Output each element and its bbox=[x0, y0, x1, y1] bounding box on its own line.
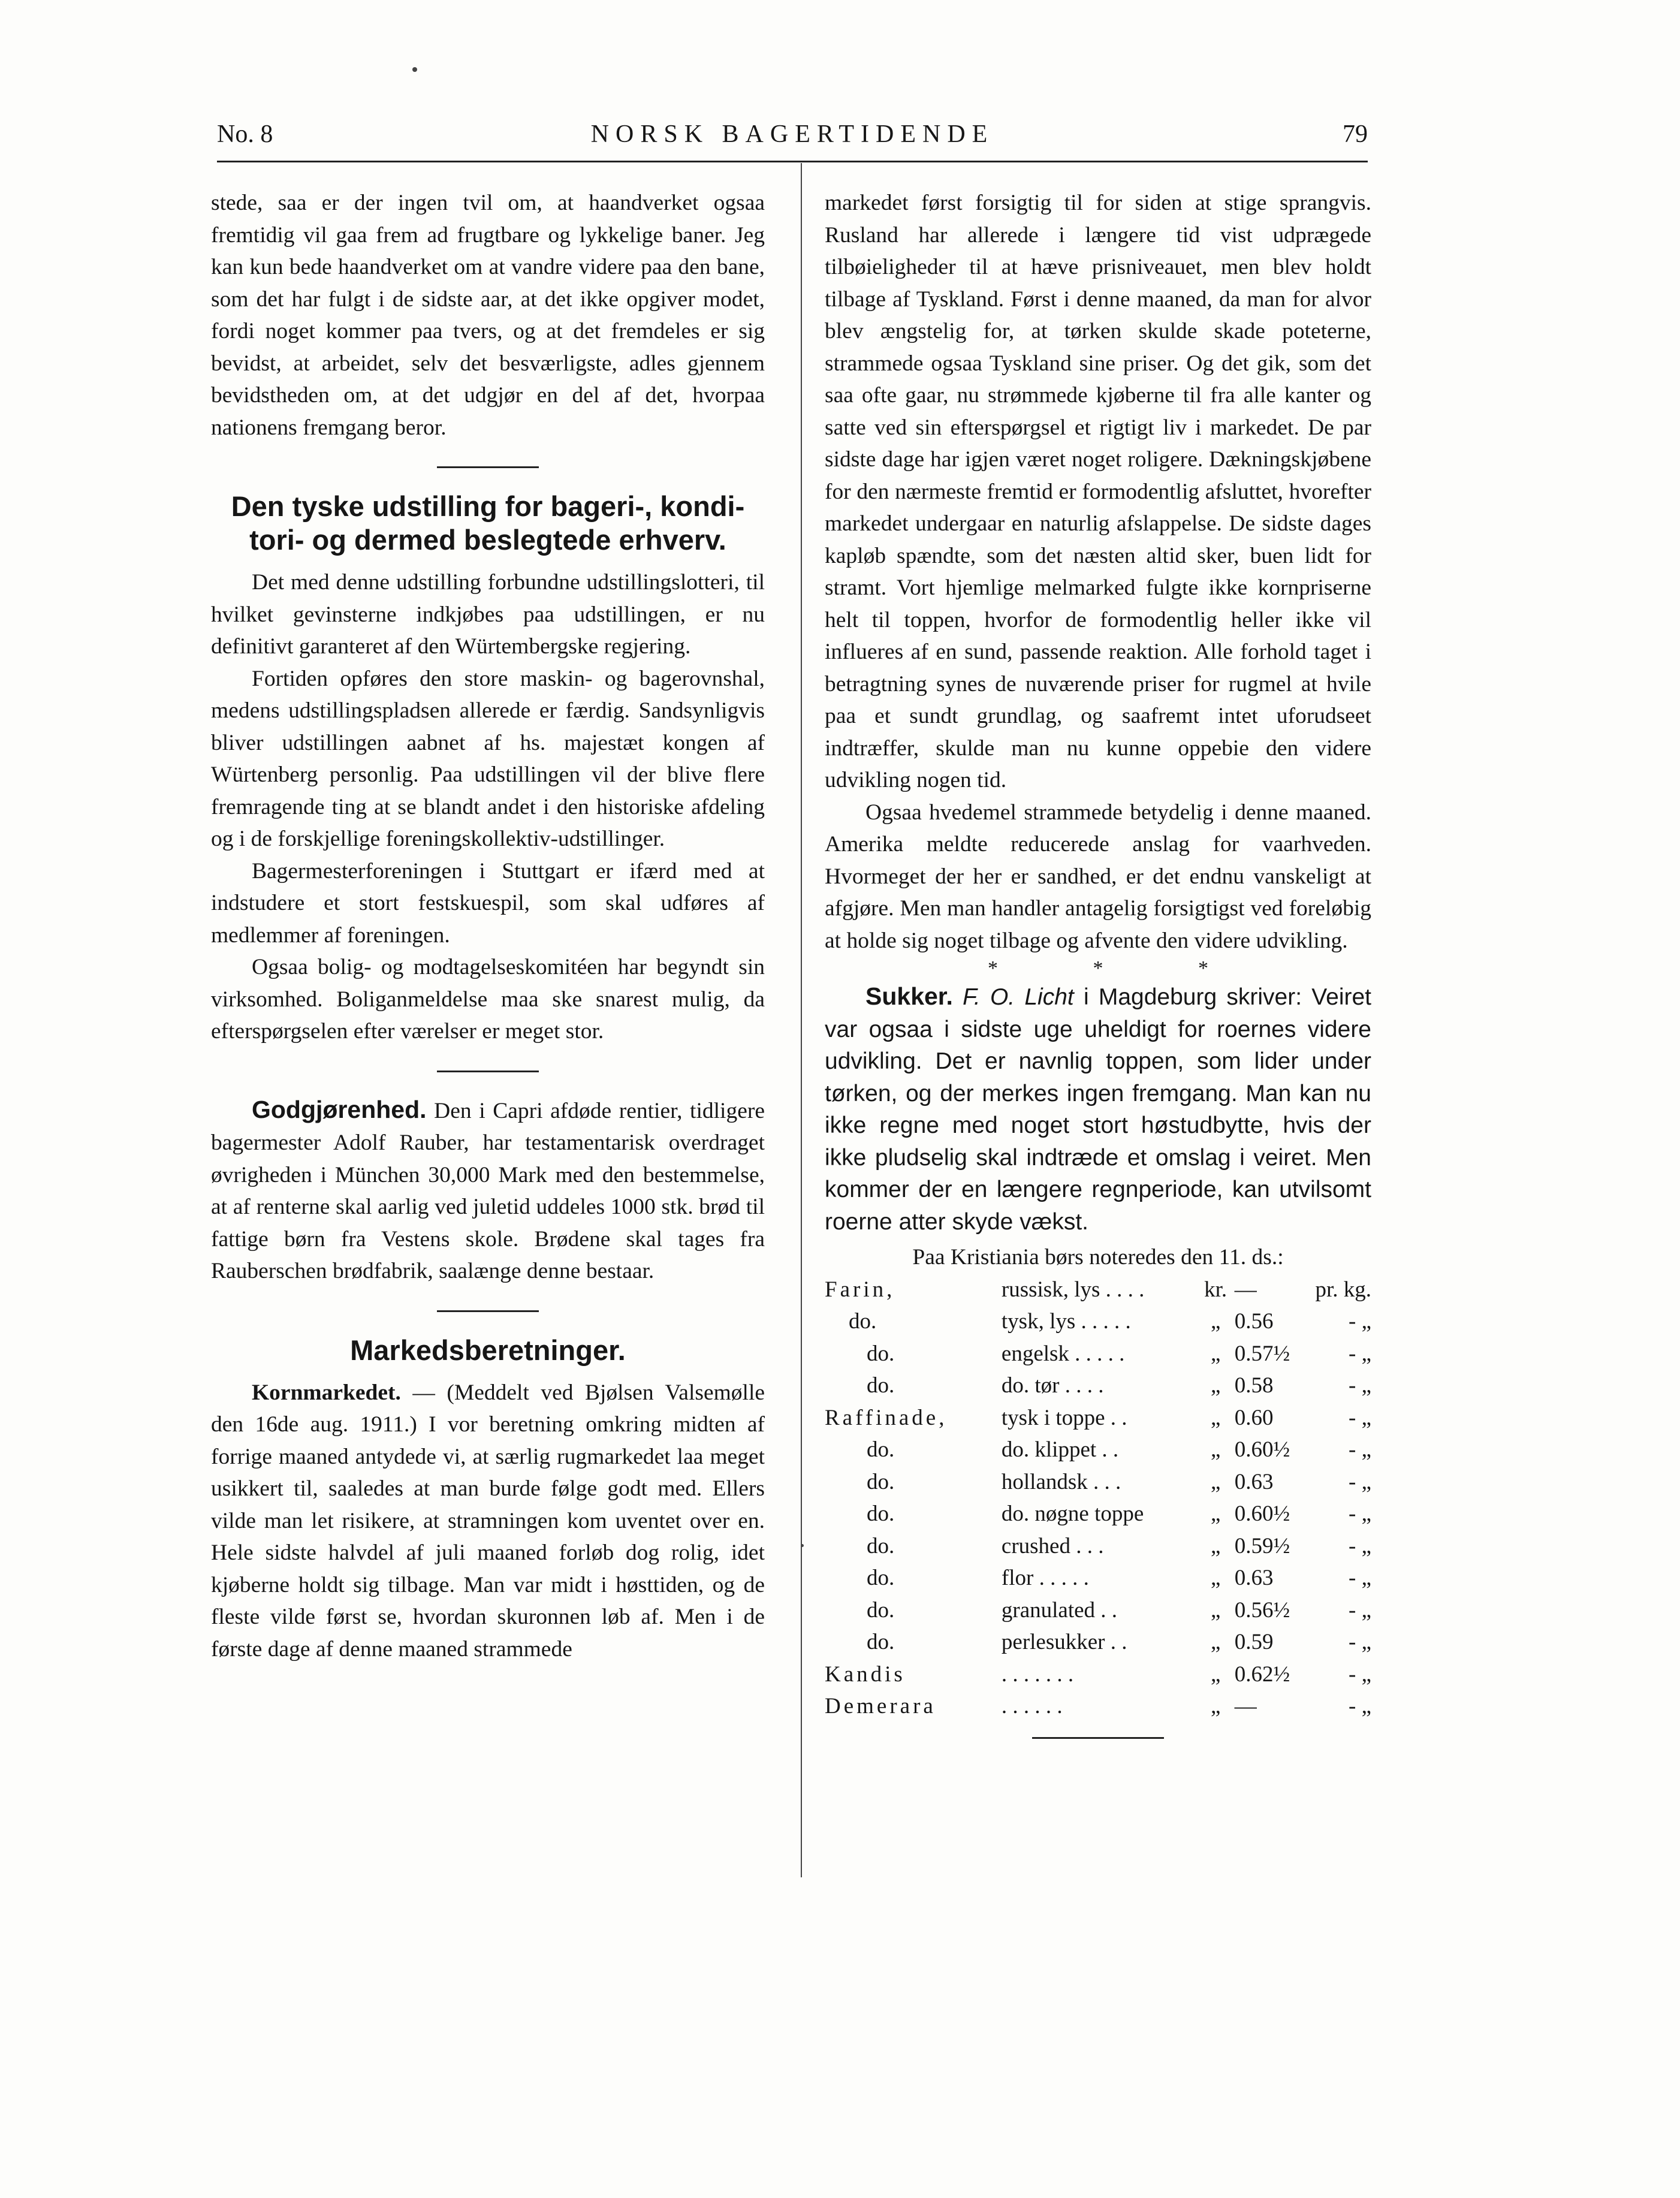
grain-market-paragraph bbox=[211, 1377, 765, 1666]
section-divider bbox=[437, 1071, 539, 1072]
asterism: * * * bbox=[988, 957, 1208, 979]
product-name: do. bbox=[867, 1469, 895, 1494]
price-unit: - „ bbox=[1349, 1469, 1371, 1494]
header-rule bbox=[217, 161, 1368, 162]
intro-paragraph: stede, saa er der ingen tvil om, at haandverket ogsaa fremtidig vil gaa frem ad frugtbare og lykkelige baner. Jeg kan kun bede haandverket om at vandre videre paa den bane, som det har fulgt i de sidste aar, at det ikke opgiver modet, fordi noget kommer paa tvers, og at det fremdeles er sig bevidst, at arbeidet, selv det besværligste, adles gjennem bevidstheden om, at det udgjør en del af det, hvorpaa nationens fremgang beror. bbox=[211, 191, 765, 440]
exhibition-paragraph: Det med denne udstilling forbundne udstillingslotteri, til hvilket gevinsterne indkjøbes paa udstillingen, er nu definitivt garanteret af den Würtembergske regjering. bbox=[211, 570, 765, 659]
price-unit: - „ bbox=[1349, 1630, 1371, 1654]
charity-paragraph bbox=[211, 1094, 765, 1288]
table-row bbox=[825, 1274, 1371, 1306]
exhibition-paragraph: Ogsaa bolig- og modtagelseskomitéen har begyndt sin virksomhed. Boliganmeldelse maa ske snarest mulig, da efterspørgselen efter værelser er meget stor. bbox=[211, 955, 765, 1044]
price-value: 0.59½ bbox=[1234, 1533, 1290, 1558]
grain-market-text: — (Meddelt ved Bjølsen Valsemølle den 16de aug. 1911.) I vor beretning omkring midten af forrige maaned antydede vi, at særlig rugmarkedet laa meget usikkert til, saaledes at man burde følge godt med. Ellers vilde man let risikere, at stramningen kom uventet over en. Hele sidste halvdel af juli maaned forløb dog rolig, idet kjøberne holdt sig tilbage. Man var midt i høsttiden, og de fleste vilde først se, hvordan skuronnen løb af. Men i de første dage af denne maaned strammede bbox=[211, 1380, 765, 1662]
price-value: 0.62½ bbox=[1234, 1662, 1290, 1687]
market-continuation: markedet først forsigtig til for siden at stige sprangvis. Rusland har allerede i længere tid vist udprægede tilbøieligheder til at hæve prisniveauet, men blev holdt tilbage af Tyskland. Først i denne maaned, da man for alvor blev ængstelig for, at tørken skulde skade poteterne, strammede ogsaa Tyskland sine priser. Og det gik, som det saa ofte gaar, nu strømmede kjøberne til fra alle kanter og satte ved sin efterspørgsel et rigtigt liv i markedet. De par sidste dage har igjen været noget roligere. Dækningskjøbene for den nærmeste fremtid er formodentlig afsluttet, hvorefter markedet undergaar en naturlig afslappelse. De sidste dages kapløb spændte, som det næsten altid sker, buen lidt for stramt. Vort hjemlige melmarked fulgte ikke kornpriserne helt til toppen, hvorfor de formodentlig heller ikke vil influeres af en sund, passende reaktion. Alle forhold taget i betragtning synes de nuværende priser for rugmel at hvile paa et sundt grundlag, og saafremt intet uforudseet indtræffer, skulde man nu kunne oppebie den videre udvikling nogen tid. bbox=[825, 191, 1371, 792]
product-name: do. bbox=[867, 1566, 895, 1590]
price-unit: - „ bbox=[1349, 1437, 1371, 1462]
right-column bbox=[825, 187, 1371, 1739]
section-divider bbox=[437, 466, 539, 468]
currency: „ bbox=[1210, 1309, 1221, 1334]
currency: „ bbox=[1210, 1597, 1221, 1623]
exhibition-paragraph: Bagermesterforeningen i Stuttgart er ifærd med at indstudere et stort festskuespil, som skal udføres af medlemmer af foreningen. bbox=[211, 858, 765, 948]
price-value: 0.57½ bbox=[1234, 1341, 1290, 1366]
publication-title: NORSK BAGERTIDENDE bbox=[590, 120, 994, 148]
currency: „ bbox=[1210, 1341, 1221, 1366]
currency: „ bbox=[1210, 1469, 1221, 1494]
currency: „ bbox=[1210, 1405, 1221, 1430]
charity-text: Den i Capri afdøde rentier, tidligere bagermester Adolf Rauber, har testamentarisk overdraget øvrigheden i München 30,000 Mark med den bestemmelse, at af renterne skal aarlig ved juletid uddeles 1000 stk. brød til fattige børn fra Vestens skole. Brødene skal tages fra Rauberschen brødfabrik, saalænge denne bestaar. bbox=[211, 1098, 765, 1283]
product-name: Farin, bbox=[825, 1277, 895, 1302]
product-name: do. bbox=[867, 1533, 895, 1558]
product-name: do. bbox=[867, 1501, 895, 1526]
product-desc: . . . . . . bbox=[1001, 1694, 1063, 1718]
currency: „ bbox=[1210, 1501, 1221, 1526]
currency: kr. bbox=[1204, 1277, 1227, 1302]
price-unit: - „ bbox=[1349, 1694, 1371, 1718]
table-row bbox=[825, 1305, 1371, 1338]
sugar-heading: Sukker. bbox=[865, 982, 953, 1010]
product-desc: granulated . . bbox=[1001, 1597, 1118, 1623]
exhibition-paragraph: Fortiden opføres den store maskin- og bagerovnshal, medens udstillingspladsen allerede er færdig. Sandsynligvis bliver udstillingen aabnet af hs. majestæt kongen af Würtenberg personlig. Paa udstillingen vil der blive flere fremragende ting at se blandt andet i den historiske afdeling og i de forskjellige foreningskollektiv-udstillinger. bbox=[211, 666, 765, 851]
product-desc: tysk i toppe . . bbox=[1001, 1405, 1127, 1430]
product-name: do. bbox=[849, 1309, 877, 1334]
sugar-author: F. O. Licht bbox=[963, 984, 1074, 1010]
left-column bbox=[211, 187, 765, 1665]
currency: „ bbox=[1210, 1694, 1221, 1718]
price-value: — bbox=[1234, 1277, 1257, 1302]
product-desc: russisk, lys . . . . bbox=[1001, 1277, 1145, 1302]
product-name: do. bbox=[867, 1630, 895, 1654]
product-name: do. bbox=[867, 1373, 895, 1398]
price-value: 0.59 bbox=[1234, 1630, 1274, 1654]
price-unit: - „ bbox=[1349, 1309, 1371, 1334]
grain-market-heading: Kornmarkedet. bbox=[252, 1380, 401, 1405]
product-desc: tysk, lys . . . . . bbox=[1001, 1309, 1131, 1334]
product-desc: hollandsk . . . bbox=[1001, 1469, 1121, 1494]
table-row bbox=[825, 1690, 1371, 1723]
table-row bbox=[825, 1466, 1371, 1499]
price-unit: - „ bbox=[1349, 1662, 1371, 1687]
price-value: 0.58 bbox=[1234, 1373, 1274, 1398]
currency: „ bbox=[1210, 1533, 1221, 1558]
price-table-intro: Paa Kristiania børs noteredes den 11. ds.: bbox=[912, 1245, 1284, 1270]
table-row bbox=[825, 1402, 1371, 1434]
price-value: 0.63 bbox=[1234, 1566, 1274, 1590]
price-value: 0.56 bbox=[1234, 1309, 1274, 1334]
table-row bbox=[825, 1626, 1371, 1659]
currency: „ bbox=[1210, 1373, 1221, 1398]
scan-speck bbox=[412, 67, 417, 72]
product-desc: do. tør . . . . bbox=[1001, 1373, 1104, 1398]
product-desc: do. klippet . . bbox=[1001, 1437, 1119, 1462]
product-name: do. bbox=[867, 1437, 895, 1462]
price-value: 0.60 bbox=[1234, 1405, 1274, 1430]
sugar-paragraph bbox=[825, 981, 1371, 1238]
product-name: do. bbox=[867, 1341, 895, 1366]
currency: „ bbox=[1210, 1630, 1221, 1654]
charity-heading: Godgjørenhed. bbox=[252, 1095, 427, 1123]
section-divider bbox=[437, 1310, 539, 1312]
price-unit: - „ bbox=[1349, 1566, 1371, 1590]
price-unit: - „ bbox=[1349, 1341, 1371, 1366]
table-row bbox=[825, 1498, 1371, 1530]
product-desc: flor . . . . . bbox=[1001, 1566, 1089, 1590]
price-value: — bbox=[1234, 1694, 1257, 1718]
page-header bbox=[217, 120, 1368, 156]
product-desc: . . . . . . . bbox=[1001, 1662, 1074, 1687]
product-name: Raffinade, bbox=[825, 1405, 948, 1430]
table-row bbox=[825, 1562, 1371, 1594]
price-unit: - „ bbox=[1349, 1373, 1371, 1398]
table-row bbox=[825, 1530, 1371, 1563]
price-value: 0.56½ bbox=[1234, 1597, 1290, 1623]
price-unit: - „ bbox=[1349, 1533, 1371, 1558]
sugar-text: i Magdeburg skriver: Veiret var ogsaa i sidste uge uheldigt for roernes videre udvikling. Det er navnlig toppen, som lider under tørken, og der merkes ingen fremgang. Man kan nu ikke regne med noget stort høstudbytte, hvis der ikke pludselig skal indtræde et omslag i veiret. Men kommer der en længere regnperiode, kan utvilsomt roerne atter skyde vækst. bbox=[825, 984, 1372, 1235]
exhibition-heading bbox=[211, 490, 765, 557]
currency: „ bbox=[1210, 1437, 1221, 1462]
price-value: 0.63 bbox=[1234, 1469, 1274, 1494]
table-row bbox=[825, 1659, 1371, 1691]
product-name: Kandis bbox=[825, 1662, 906, 1687]
price-unit: - „ bbox=[1349, 1501, 1371, 1526]
product-name: Demerara bbox=[825, 1694, 936, 1718]
page-number: 79 bbox=[1343, 120, 1368, 148]
table-row bbox=[825, 1434, 1371, 1466]
table-row bbox=[825, 1594, 1371, 1627]
table-row bbox=[825, 1338, 1371, 1370]
end-rule bbox=[1032, 1737, 1164, 1739]
product-desc: do. nøgne toppe bbox=[1001, 1501, 1144, 1526]
product-desc: crushed . . . bbox=[1001, 1533, 1104, 1558]
price-value: 0.60½ bbox=[1234, 1437, 1290, 1462]
wheat-paragraph: Ogsaa hvedemel strammede betydelig i denne maaned. Amerika meldte reducerede anslag for vaarhveden. Hvormeget der her er sandhed, er det endnu vanskeligt at afgjøre. Men man handler antagelig forsigtigst ved foreløbig at holde sig noget tilbage og afvente den videre udvikling. bbox=[825, 800, 1371, 953]
exhibition-heading-line2: tori- og dermed beslegtede erhverv. bbox=[249, 524, 726, 556]
price-unit: pr. kg. bbox=[1315, 1277, 1371, 1302]
price-unit: - „ bbox=[1349, 1597, 1371, 1623]
table-row bbox=[825, 1370, 1371, 1402]
sugar-price-table bbox=[825, 1274, 1371, 1723]
column-divider bbox=[801, 163, 802, 1877]
currency: „ bbox=[1210, 1566, 1221, 1590]
exhibition-heading-line1: Den tyske udstilling for bageri-, kondi- bbox=[231, 490, 745, 522]
product-desc: engelsk . . . . . bbox=[1001, 1341, 1125, 1366]
issue-number: No. 8 bbox=[217, 120, 273, 148]
price-value: 0.60½ bbox=[1234, 1501, 1290, 1526]
price-unit: - „ bbox=[1349, 1405, 1371, 1430]
product-desc: perlesukker . . bbox=[1001, 1630, 1127, 1654]
market-heading: Markedsberetninger. bbox=[350, 1334, 626, 1366]
product-name: do. bbox=[867, 1597, 895, 1623]
currency: „ bbox=[1210, 1662, 1221, 1687]
